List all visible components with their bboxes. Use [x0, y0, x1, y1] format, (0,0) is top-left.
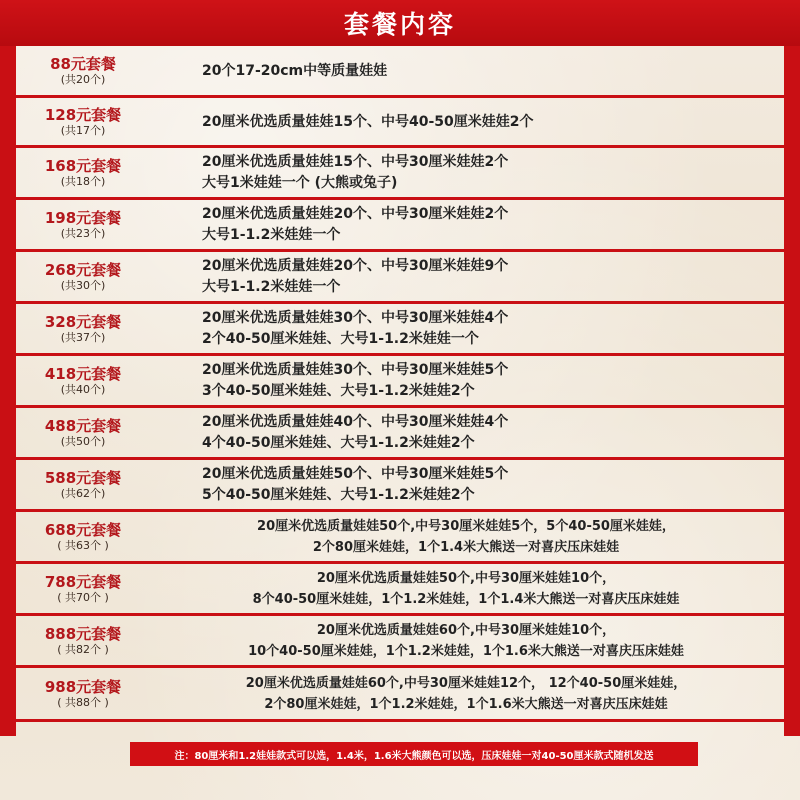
- package-label: [16, 148, 150, 198]
- note-text: 注：80厘米和1.2娃娃款式可以选，1.4米，1.6米大熊颜色可以选，压床娃娃一对40-50厘米款式随机发送: [174, 750, 654, 762]
- package-description: [202, 356, 762, 406]
- package-description: [202, 304, 762, 354]
- package-description: [202, 408, 762, 458]
- description-line: 10个40-50厘米娃娃，1个1.2米娃娃，1个1.6米大熊送一对喜庆压床娃娃: [248, 644, 684, 659]
- row-divider: [16, 719, 784, 722]
- package-count: (共17个): [60, 124, 106, 137]
- package-label: [16, 564, 150, 614]
- package-row: [16, 148, 784, 198]
- description-line: 8个40-50厘米娃娃，1个1.2米娃娃，1个1.4米大熊送一对喜庆压床娃娃: [252, 592, 680, 607]
- description-line: 20厘米优选质量娃娃50个,中号30厘米娃娃10个，: [316, 571, 616, 586]
- package-description: [202, 98, 762, 146]
- package-description: [156, 616, 776, 666]
- package-count: ( 共82个 ): [57, 643, 109, 656]
- description-line: 大号1米娃娃一个 (大熊或兔子): [202, 175, 398, 191]
- package-count: ( 共63个 ): [57, 539, 109, 552]
- description-line: 大号1-1.2米娃娃一个: [202, 227, 341, 243]
- package-label: [16, 408, 150, 458]
- package-row: [16, 616, 784, 666]
- description-line: 20厘米优选质量娃娃40个、中号30厘米娃娃4个: [202, 414, 509, 430]
- package-price: 988元套餐: [44, 678, 122, 696]
- package-row: [16, 200, 784, 250]
- package-row: [16, 356, 784, 406]
- description-line: 4个40-50厘米娃娃、大号1-1.2米娃娃2个: [202, 435, 475, 451]
- package-label: [16, 668, 150, 720]
- package-price: 418元套餐: [44, 365, 122, 383]
- page-title: 套餐内容: [343, 10, 456, 39]
- package-price: 88元套餐: [50, 55, 116, 73]
- package-label: [16, 304, 150, 354]
- package-label: [16, 460, 150, 510]
- header-banner: [0, 0, 800, 46]
- package-row: [16, 460, 784, 510]
- package-description: [202, 46, 762, 96]
- package-row: [16, 512, 784, 562]
- description-line: 20厘米优选质量娃娃60个,中号30厘米娃娃10个，: [316, 623, 616, 638]
- package-count: ( 共88个 ): [57, 696, 109, 709]
- description-line: 20厘米优选质量娃娃50个、中号30厘米娃娃5个: [202, 466, 509, 482]
- left-border: [0, 46, 16, 736]
- package-count: (共23个): [60, 227, 106, 240]
- package-row: [16, 46, 784, 96]
- package-description: [156, 564, 776, 614]
- package-count: (共20个): [60, 73, 106, 86]
- package-price: 268元套餐: [44, 261, 122, 279]
- package-count: (共18个): [60, 175, 106, 188]
- package-price: 688元套餐: [44, 521, 122, 539]
- package-count: (共37个): [60, 331, 106, 344]
- package-description: [202, 200, 762, 250]
- package-description: [202, 148, 762, 198]
- description-line: 20厘米优选质量娃娃15个、中号40-50厘米娃娃2个: [202, 113, 534, 130]
- description-line: 20厘米优选质量娃娃50个,中号30厘米娃娃5个，5个40-50厘米娃娃，: [257, 519, 675, 534]
- package-count: (共30个): [60, 279, 106, 292]
- description-line: 20厘米优选质量娃娃15个、中号30厘米娃娃2个: [202, 154, 509, 170]
- package-description: [202, 252, 762, 302]
- description-line: 大号1-1.2米娃娃一个: [202, 279, 341, 295]
- package-description: [156, 512, 776, 562]
- package-row: [16, 98, 784, 146]
- description-line: 20厘米优选质量娃娃20个、中号30厘米娃娃9个: [202, 258, 509, 274]
- package-label: [16, 98, 150, 146]
- package-row: [16, 564, 784, 614]
- package-price: 328元套餐: [44, 313, 122, 331]
- description-line: 3个40-50厘米娃娃、大号1-1.2米娃娃2个: [202, 383, 475, 399]
- note-banner: [130, 742, 698, 766]
- package-row: [16, 408, 784, 458]
- package-label: [16, 356, 150, 406]
- package-price: 588元套餐: [44, 469, 122, 487]
- package-description: [156, 668, 776, 720]
- package-price: 788元套餐: [44, 573, 122, 591]
- package-price: 888元套餐: [44, 625, 122, 643]
- package-label: [16, 252, 150, 302]
- package-row: [16, 252, 784, 302]
- package-label: [16, 200, 150, 250]
- package-label: [16, 512, 150, 562]
- package-list: [16, 46, 784, 720]
- package-row: [16, 668, 784, 720]
- description-line: 20厘米优选质量娃娃30个、中号30厘米娃娃4个: [202, 310, 509, 326]
- right-border: [784, 46, 800, 736]
- package-count: (共50个): [60, 435, 106, 448]
- description-line: 20厘米优选质量娃娃60个,中号30厘米娃娃12个， 12个40-50厘米娃娃，: [245, 676, 687, 691]
- package-price: 128元套餐: [44, 106, 122, 124]
- description-line: 20厘米优选质量娃娃30个、中号30厘米娃娃5个: [202, 362, 509, 378]
- package-price: 168元套餐: [44, 157, 122, 175]
- description-line: 2个40-50厘米娃娃、大号1-1.2米娃娃一个: [202, 331, 479, 347]
- description-line: 20厘米优选质量娃娃20个、中号30厘米娃娃2个: [202, 206, 509, 222]
- package-price: 488元套餐: [44, 417, 122, 435]
- package-description: [202, 460, 762, 510]
- description-line: 5个40-50厘米娃娃、大号1-1.2米娃娃2个: [202, 487, 475, 503]
- package-row: [16, 304, 784, 354]
- description-line: 2个80厘米娃娃，1个1.2米娃娃，1个1.6米大熊送一对喜庆压床娃娃: [264, 697, 668, 712]
- package-label: [16, 616, 150, 666]
- description-line: 2个80厘米娃娃，1个1.4米大熊送一对喜庆压床娃娃: [312, 540, 620, 555]
- package-label: [16, 46, 150, 96]
- package-count: (共40个): [60, 383, 106, 396]
- package-price: 198元套餐: [44, 209, 122, 227]
- package-count: (共62个): [60, 487, 106, 500]
- package-count: ( 共70个 ): [57, 591, 109, 604]
- description-line: 20个17-20cm中等质量娃娃: [202, 62, 388, 79]
